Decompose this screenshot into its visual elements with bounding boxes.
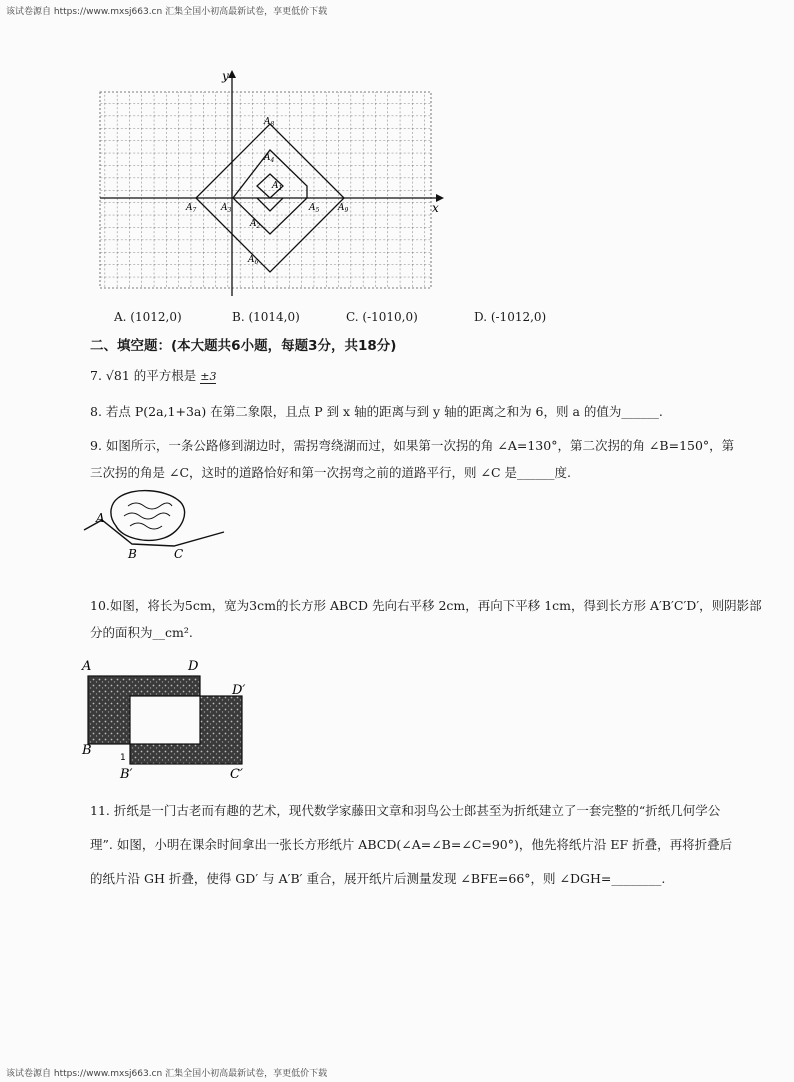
- option-b: B. (1014,0): [232, 310, 300, 324]
- point-label: $A_8$: [264, 117, 275, 128]
- q11-line-1: 11. 折纸是一门古老而有趣的艺术，现代数学家藤田文章和羽鸟公士郎甚至为折纸建立了一套完整的“折纸几何学公: [90, 803, 721, 818]
- point-label: $A_5$: [309, 203, 320, 214]
- point-label: $A_3$: [221, 203, 232, 214]
- lake-wave: [130, 523, 162, 529]
- label-A: A: [96, 511, 105, 525]
- q10-line-2: 分的面积为__cm².: [90, 625, 193, 640]
- option-d: D. (-1012,0): [474, 310, 547, 324]
- label-C: C: [174, 547, 184, 560]
- q10-line-1: 10.如图，将长为5cm，宽为3cm的长方形 ABCD 先向右平移 2cm，再向下平移 1cm，得到长方形 A′B′C′D′，则阴影部: [90, 598, 762, 613]
- lake-road-figure: [82, 488, 232, 560]
- q11-line-3: 的纸片沿 GH 折叠，使得 GD′ 与 A′B′ 重合，展开纸片后测量发现 ∠BFE=66°，则 ∠DGH=________.: [90, 871, 666, 886]
- label-B: B: [128, 547, 137, 560]
- q8-text: 8. 若点 P(2a,1+3a) 在第二象限，且点 P 到 x 轴的距离与到 y 轴的距离之和为 6，则 a 的值为______.: [90, 404, 663, 419]
- label-C-prime: C′: [230, 767, 243, 782]
- q7-text: 7. √81 的平方根是: [90, 368, 197, 383]
- overlap-blank: [130, 696, 200, 744]
- section-title: 二、填空题：(本大题共6小题，每题3分，共18分): [90, 338, 397, 354]
- lake-wave: [124, 513, 170, 519]
- point-label: $A_7$: [186, 203, 197, 214]
- option-c: C. (-1010,0): [346, 310, 418, 324]
- q11-line-2: 理”. 如图，小明在课余时间拿出一张长方形纸片 ABCD(∠A=∠B=∠C=90°)，他先将纸片沿 EF 折叠，再将折叠后: [90, 837, 733, 852]
- label-D: D: [188, 659, 199, 674]
- question-8: [90, 398, 750, 425]
- question-9: [90, 432, 750, 486]
- question-7: [90, 362, 750, 390]
- mark: 1: [120, 753, 126, 763]
- coordinate-grid-figure: [80, 66, 450, 298]
- label-A: A: [82, 659, 92, 674]
- q7-handwritten-answer: ±3: [200, 370, 217, 383]
- option-a: A. (1012,0): [114, 310, 182, 324]
- point-label: $A_9$: [338, 203, 349, 214]
- rectangle-translation-figure: [80, 654, 260, 784]
- label-D-prime: D′: [232, 683, 246, 698]
- point-label: $A_6$: [248, 255, 259, 266]
- lake: [111, 491, 185, 541]
- x-axis-label: x: [432, 201, 439, 215]
- point-label: $A_2$: [250, 219, 261, 230]
- label-B: B: [82, 743, 92, 758]
- page-header: 该试卷源自 https://www.mxsj663.cn 汇集全国小初高最新试卷，享更低价下载: [6, 7, 328, 17]
- q9-line-2: 三次拐的角是 ∠C，这时的道路恰好和第一次拐弯之前的道路平行，则 ∠C 是______度.: [90, 465, 571, 480]
- point-label: $A_1$: [272, 181, 283, 192]
- q9-line-1: 9. 如图所示，一条公路修到湖边时，需拐弯绕湖而过，如果第一次拐的角 ∠A=130°，第二次拐的角 ∠B=150°，第: [90, 438, 735, 453]
- point-label: $A_4$: [264, 153, 275, 164]
- question-10: [90, 592, 762, 646]
- lake-wave: [128, 503, 172, 509]
- page-footer: 该试卷源自 https://www.mxsj663.cn 汇集全国小初高最新试卷，享更低价下载: [6, 1069, 328, 1079]
- y-arrow: [228, 70, 236, 78]
- y-axis-label: y: [222, 69, 229, 83]
- label-B-prime: B′: [120, 767, 133, 782]
- question-11: [90, 794, 750, 896]
- road: [84, 520, 224, 546]
